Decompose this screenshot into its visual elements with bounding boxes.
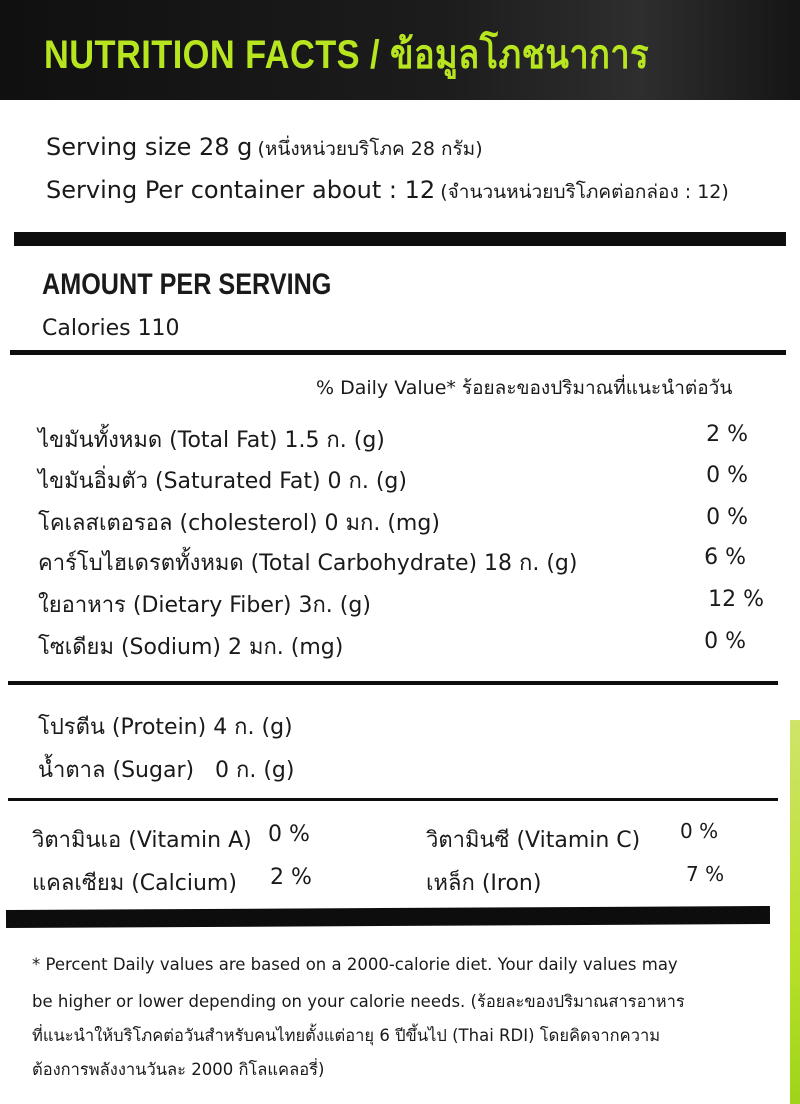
- green-edge-strip: [790, 720, 800, 1104]
- serving-size-main: Serving size 28 g: [46, 133, 253, 161]
- header-banner: [0, 0, 800, 100]
- serving-size-thai: (หนึ่งหน่วยบริโภค 28 กรัม): [257, 138, 483, 160]
- thick-divider: [6, 906, 770, 928]
- iron-label: เหล็ก (Iron): [426, 871, 542, 896]
- nutrient-row: [38, 587, 764, 621]
- nutrition-facts-title: NUTRITION FACTS / ข้อมูลโภชนาการ: [44, 33, 650, 77]
- nutrient-percent: 0 %: [706, 463, 748, 488]
- nutrient-row: [38, 505, 758, 539]
- sugar-row: [38, 752, 758, 786]
- divider: [8, 681, 778, 685]
- calories: Calories 110: [42, 316, 180, 341]
- footnote-line: ต้องการพลังงานวันละ 2000 กิโลแคลอรี่): [32, 1060, 325, 1079]
- nutrient-label: ไขมันทั้งหมด (Total Fat) 1.5 ก. (g): [38, 428, 385, 453]
- nutrient-label: ไขมันอิ่มตัว (Saturated Fat) 0 ก. (g): [38, 469, 407, 494]
- daily-value-header: % Daily Value* ร้อยละของปริมาณที่แนะนำต่อวัน: [316, 377, 733, 399]
- vitamin-c-label: วิตามินซี (Vitamin C): [426, 828, 641, 853]
- nutrient-percent: 2 %: [706, 422, 748, 447]
- servings-per-container-thai: (จำนวนหน่วยบริโภคต่อกล่อง : 12): [440, 181, 729, 203]
- calcium-label: แคลเซียม (Calcium): [32, 871, 237, 896]
- vitamin-a-value: 0 %: [268, 822, 310, 847]
- nutrient-row: [38, 463, 758, 497]
- nutrient-percent: 0 %: [706, 505, 748, 530]
- thick-divider: [14, 232, 786, 246]
- footnote-line: * Percent Daily values are based on a 2000-calorie diet. Your daily values may: [32, 955, 678, 974]
- nutrient-percent: 0 %: [704, 629, 746, 654]
- nutrient-label: โคเลสเตอรอล (cholesterol) 0 มก. (mg): [38, 511, 440, 536]
- divider: [8, 798, 778, 801]
- calcium-value: 2 %: [270, 865, 312, 890]
- nutrient-label: คาร์โบไฮเดรตทั้งหมด (Total Carbohydrate) 18 ก. (g): [38, 551, 578, 576]
- vitamin-a-label: วิตามินเอ (Vitamin A): [32, 828, 252, 853]
- footnote-line: be higher or lower depending on your calorie needs. (ร้อยละของปริมาณสารอาหาร: [32, 992, 685, 1011]
- divider: [10, 350, 786, 355]
- nutrient-row: [38, 422, 758, 456]
- vitamin-c-value: 0 %: [680, 819, 719, 843]
- footnote-line: ที่แนะนำให้บริโภคต่อวันสำหรับคนไทยตั้งแต่อายุ 6 ปีขึ้นไป (Thai RDI) โดยคิดจากความ: [32, 1026, 661, 1045]
- protein-label: โปรตีน (Protein) 4 ก. (g): [38, 715, 293, 740]
- nutrient-label: ใยอาหาร (Dietary Fiber) 3ก. (g): [38, 593, 371, 618]
- nutrient-label: โซเดียม (Sodium) 2 มก. (mg): [38, 635, 344, 660]
- servings-per-container: [46, 176, 729, 207]
- servings-per-container-main: Serving Per container about : 12: [46, 176, 436, 204]
- protein-row: [38, 709, 758, 743]
- nutrient-percent: 6 %: [704, 545, 746, 570]
- nutrient-row: [38, 629, 758, 663]
- amount-per-serving-heading: AMOUNT PER SERVING: [42, 268, 332, 301]
- iron-value: 7 %: [686, 862, 725, 886]
- sugar-label: น้ำตาล (Sugar) 0 ก. (g): [38, 758, 295, 783]
- nutrient-row: [38, 545, 758, 579]
- serving-size: [46, 133, 483, 164]
- nutrient-percent: 12 %: [708, 587, 764, 612]
